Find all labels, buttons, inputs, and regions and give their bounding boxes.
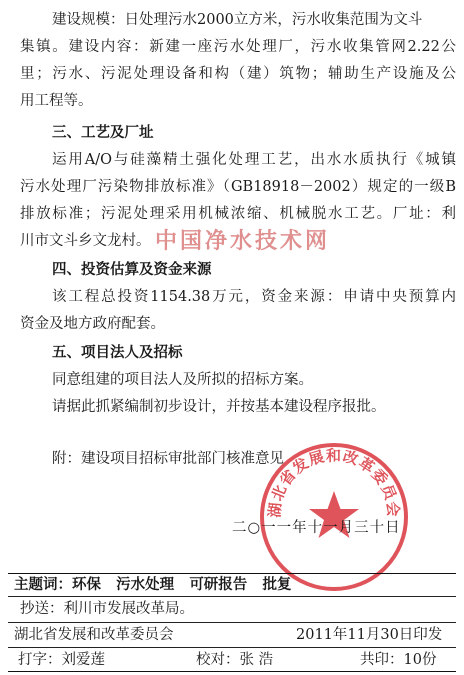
cc-line: 抄送：利川市发展改革局。 — [20, 601, 194, 617]
content-line: 用工程等。 — [20, 93, 93, 109]
approval-line: 同意组建的项目法人及所拟的招标方案。 — [52, 372, 313, 388]
keywords-row — [14, 575, 291, 595]
process-line: 川市文斗乡文龙村。 — [20, 233, 151, 249]
watermark: 中国净水技术网 — [155, 228, 331, 254]
keyword: 污水处理 — [116, 577, 175, 593]
keywords-label: 主题词： — [14, 577, 72, 593]
footer-divider — [8, 671, 456, 672]
copies: 共印：10份 — [360, 652, 437, 668]
footer-divider — [8, 622, 456, 623]
document-date: 二○一一年十一月三十日 — [232, 520, 401, 536]
investment-line: 资金及地方政府配套。 — [20, 316, 165, 332]
proofreader: 校对：张 浩 — [196, 652, 274, 668]
footer-divider — [8, 596, 456, 597]
attachment-note: 附：建设项目招标审批部门核准意见 — [52, 451, 284, 467]
process-line: 运用A/O与硅藻精土强化处理工艺，出水水质执行《城镇 — [52, 152, 456, 168]
svg-text:湖北省发展和改革委员会: 湖北省发展和改革委员会 — [265, 446, 403, 519]
section-heading-legal-person: 五、项目法人及招标 — [52, 345, 183, 361]
issuer: 湖北省发展和改革委员会 — [14, 627, 174, 643]
section-heading-process: 三、工艺及厂址 — [52, 125, 154, 141]
keyword: 环保 — [72, 577, 101, 593]
approval-line: 请据此抓紧编制初步设计，并按基本建设程序报批。 — [52, 399, 386, 415]
content-line: 里；污水、污泥处理设备和构（建）筑物；辅助生产设施及公 — [20, 66, 456, 82]
typist: 打字：刘爱莲 — [18, 652, 105, 668]
keyword: 批复 — [262, 577, 292, 593]
footer-divider — [8, 573, 456, 574]
investment-line: 该工程总投资1154.38万元，资金来源：申请中央预算内 — [52, 289, 456, 305]
section-heading-investment: 四、投资估算及资金来源 — [52, 262, 212, 278]
issued-date: 2011年11月30日印发 — [296, 627, 443, 643]
keyword: 可研报告 — [189, 577, 248, 593]
process-line: 排放标准；污泥处理采用机械浓缩、机械脱水工艺。厂址：利 — [20, 206, 456, 222]
footer-divider — [8, 647, 456, 648]
content-line: 集镇。建设内容：新建一座污水处理厂，污水收集管网2.22公 — [20, 39, 456, 55]
process-line: 污水处理厂污染物排放标准》（GB18918－2002）规定的一级B — [20, 179, 456, 195]
scale-line: 建设规模：日处理污水2000立方米，污水收集范围为文斗 — [52, 12, 423, 28]
